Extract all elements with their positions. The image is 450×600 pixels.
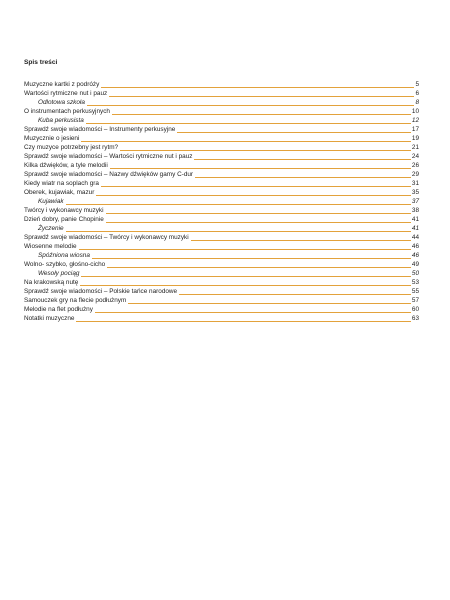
- toc-page-number: 21: [411, 144, 419, 151]
- toc-entry-title: Kilka dźwięków, a tyle melodii: [24, 162, 108, 169]
- toc-leader-line: [66, 231, 411, 232]
- toc-leader-line: [107, 267, 411, 268]
- toc-entry[interactable]: [24, 80, 419, 89]
- toc-entry-title: Kujawiak: [38, 198, 64, 205]
- toc-entry-title: Wolno- szybko, głośno-cicho: [24, 261, 106, 268]
- toc-leader-line: [95, 312, 411, 313]
- toc-page-number: 53: [411, 279, 419, 286]
- toc-entry-title: Odlotowa szkoła: [38, 99, 85, 106]
- toc-entry-title: O instrumentach perkusyjnych: [24, 108, 110, 115]
- toc-page-number: 17: [411, 126, 419, 133]
- toc-entry-title: Wiosenne melodie: [24, 243, 77, 250]
- toc-entry[interactable]: [24, 125, 419, 134]
- toc-page-number: 50: [411, 270, 419, 277]
- toc-entry[interactable]: [24, 206, 419, 215]
- toc-entry[interactable]: [24, 143, 419, 152]
- toc-entry[interactable]: [24, 89, 419, 98]
- toc-page-number: 46: [411, 243, 419, 250]
- toc-entry[interactable]: [24, 314, 419, 323]
- toc-entry-title: Twórcy i wykonawcy muzyki: [24, 207, 104, 214]
- toc-heading: Spis treści: [24, 59, 58, 66]
- toc-entry[interactable]: [24, 278, 419, 287]
- toc-subentry[interactable]: [24, 116, 419, 125]
- toc-entry-title: Kiedy wiatr na soplach gra: [24, 180, 99, 187]
- toc-entry-title: Dzień dobry, panie Chopinie: [24, 216, 104, 223]
- toc-leader-line: [112, 114, 411, 115]
- toc-leader-line: [120, 150, 411, 151]
- toc-subentry[interactable]: [24, 197, 419, 206]
- toc-page-number: 49: [411, 261, 419, 268]
- toc-page-number: 29: [411, 171, 419, 178]
- toc-entry-title: Na krakowską nutę: [24, 279, 79, 286]
- toc-leader-line: [109, 96, 414, 97]
- toc-entry-title: Melodie na flet podłużny: [24, 306, 93, 313]
- toc-entry[interactable]: [24, 188, 419, 197]
- toc-page-number: 10: [411, 108, 419, 115]
- toc-page-number: 24: [411, 153, 419, 160]
- toc-page-number: 8: [415, 99, 419, 106]
- toc-entry-title: Czy muzyce potrzebny jest rytm?: [24, 144, 119, 151]
- toc-subentry[interactable]: [24, 269, 419, 278]
- toc-leader-line: [80, 285, 411, 286]
- toc-entry-title: Notatki muzyczne: [24, 315, 75, 322]
- toc-leader-line: [128, 303, 411, 304]
- toc-entry-title: Życzenie: [38, 225, 64, 232]
- toc-entry-title: Sprawdź swoje wiadomości – Instrumenty perkusyjne: [24, 126, 176, 133]
- toc-entry[interactable]: [24, 134, 419, 143]
- toc-entry-title: Sprawdź swoje wiadomości – Nazwy dźwięków gamy C-dur: [24, 171, 194, 178]
- toc-page-number: 44: [411, 234, 419, 241]
- toc-page-number: 31: [411, 180, 419, 187]
- table-of-contents: [24, 80, 419, 323]
- toc-page-number: 41: [411, 225, 419, 232]
- toc-entry[interactable]: [24, 161, 419, 170]
- toc-entry-title: Muzycznie o jesieni: [24, 135, 80, 142]
- toc-leader-line: [195, 177, 411, 178]
- toc-subentry[interactable]: [24, 98, 419, 107]
- toc-leader-line: [92, 258, 411, 259]
- toc-entry-title: Sprawdź swoje wiadomości – Twórcy i wykonawcy muzyki: [24, 234, 189, 241]
- toc-page-number: 46: [411, 252, 419, 259]
- toc-leader-line: [96, 195, 411, 196]
- toc-leader-line: [66, 204, 411, 205]
- toc-entry-title: Samouczek gry na flecie podłużnym: [24, 297, 127, 304]
- toc-leader-line: [110, 168, 411, 169]
- toc-entry-title: Sprawdź swoje wiadomości – Wartości rytmiczne nut i pauz: [24, 153, 193, 160]
- toc-entry-title: Sprawdź swoje wiadomości – Polskie tańce narodowe: [24, 288, 178, 295]
- toc-subentry[interactable]: [24, 224, 419, 233]
- toc-entry[interactable]: [24, 179, 419, 188]
- toc-leader-line: [106, 222, 411, 223]
- toc-page-number: 38: [411, 207, 419, 214]
- toc-leader-line: [86, 123, 411, 124]
- toc-page-number: 6: [415, 90, 419, 97]
- toc-entry[interactable]: [24, 107, 419, 116]
- toc-leader-line: [194, 159, 410, 160]
- toc-page-number: 37: [411, 198, 419, 205]
- toc-entry[interactable]: [24, 260, 419, 269]
- toc-entry[interactable]: [24, 305, 419, 314]
- toc-leader-line: [191, 240, 411, 241]
- toc-leader-line: [106, 213, 411, 214]
- toc-entry[interactable]: [24, 287, 419, 296]
- toc-entry[interactable]: [24, 242, 419, 251]
- toc-entry[interactable]: [24, 152, 419, 161]
- toc-page-number: 41: [411, 216, 419, 223]
- toc-entry-title: Wartości rytmiczne nut i pauz: [24, 90, 108, 97]
- toc-leader-line: [81, 276, 410, 277]
- toc-leader-line: [81, 141, 410, 142]
- toc-page-number: 57: [411, 297, 419, 304]
- toc-leader-line: [76, 321, 410, 322]
- toc-subentry[interactable]: [24, 251, 419, 260]
- toc-entry[interactable]: [24, 233, 419, 242]
- toc-entry[interactable]: [24, 170, 419, 179]
- toc-page-number: 5: [415, 81, 419, 88]
- toc-entry-title: Kuba perkusista: [38, 117, 84, 124]
- toc-entry-title: Muzyczne kartki z podróży: [24, 81, 100, 88]
- toc-page-number: 60: [411, 306, 419, 313]
- toc-entry[interactable]: [24, 215, 419, 224]
- toc-page-number: 63: [411, 315, 419, 322]
- toc-leader-line: [79, 249, 411, 250]
- toc-entry[interactable]: [24, 296, 419, 305]
- toc-page-number: 19: [411, 135, 419, 142]
- toc-entry-title: Oberek, kujawiak, mazur: [24, 189, 95, 196]
- toc-page-number: 26: [411, 162, 419, 169]
- toc-leader-line: [177, 132, 411, 133]
- toc-page-number: 55: [411, 288, 419, 295]
- toc-leader-line: [101, 87, 414, 88]
- toc-entry-title: Wesoły pociąg: [38, 270, 80, 277]
- toc-entry-title: Spóźniona wiosna: [38, 252, 90, 259]
- toc-page-number: 35: [411, 189, 419, 196]
- toc-leader-line: [179, 294, 411, 295]
- toc-leader-line: [87, 105, 415, 106]
- toc-page-number: 12: [411, 117, 419, 124]
- toc-leader-line: [101, 186, 411, 187]
